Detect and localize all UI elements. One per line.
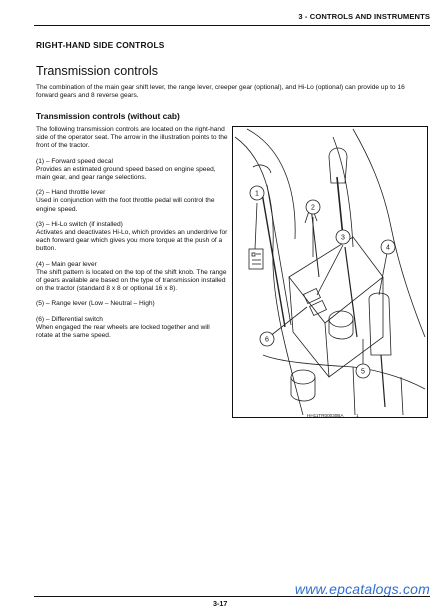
control-item-title: (2) – Hand throttle lever — [36, 189, 106, 197]
control-item-text: Activates and deactivates Hi-Lo, which provides an underdrive for each forward gear which gives you more torque at the push of a button. — [36, 229, 228, 253]
callout-label: 6 — [265, 336, 269, 344]
callout-label: 2 — [311, 204, 315, 212]
control-item-title: (3) – Hi-Lo switch (if installed) — [36, 220, 123, 228]
watermark-link[interactable]: www.epcatalogs.com — [294, 581, 430, 597]
control-item-text: Used in conjunction with the foot throttle pedal will control the engine speed. — [36, 197, 215, 213]
section-title: RIGHT-HAND SIDE CONTROLS — [36, 40, 165, 50]
control-item-text: The shift pattern is located on the top of the shift knob. The range of gears available are based on the type of transmission installed on the tractor (standard 8 x 8 or optional 16 x 8). — [36, 268, 227, 293]
figure-caption — [307, 413, 359, 418]
control-item-title: (5) – Range lever (Low – Neutral – High) — [36, 300, 155, 308]
callout-label: 5 — [361, 368, 365, 376]
header-divider — [34, 25, 430, 26]
transmission-controls-illustration — [232, 126, 428, 418]
footer-divider — [34, 596, 430, 597]
callout-label: 4 — [386, 244, 390, 252]
control-item — [36, 316, 228, 341]
subsection-title: Transmission controls — [36, 64, 159, 78]
chapter-header: 3 - CONTROLS AND INSTRUMENTS — [298, 12, 430, 21]
callout-label: 1 — [255, 190, 259, 198]
control-item — [36, 158, 228, 183]
figure-number: 1 — [355, 413, 359, 418]
figure-code: HH11TR00030BA — [307, 413, 344, 418]
callout-label: 3 — [341, 234, 345, 242]
without-cab-intro: The following transmission controls are located on the right-hand side of the operator seat. The arrow in the illustration points to the front of the tractor. — [36, 126, 228, 150]
control-item-text: When engaged the rear wheels are locked together and will rotate at the same speed. — [36, 323, 210, 340]
subsection-intro: The combination of the main gear shift lever, the range lever, creeper gear (optional), and Hi-Lo (optional) can provide up to 16 forward gears and 8 reverse gears. — [36, 84, 405, 100]
control-item — [36, 300, 228, 308]
page-number: 3-17 — [213, 599, 228, 608]
control-item — [36, 261, 228, 294]
control-item-text: Provides an estimated ground speed based on engine speed, main gear, and gear range selections. — [36, 165, 216, 182]
control-item-title: (1) – Forward speed decal — [36, 157, 113, 165]
control-item-title: (4) – Main gear lever — [36, 260, 97, 268]
control-item — [36, 221, 228, 254]
illustration-drawing — [233, 127, 427, 417]
controls-description — [36, 126, 228, 347]
control-item-title: (6) – Differential switch — [36, 315, 103, 323]
control-item — [36, 189, 228, 214]
without-cab-title: Transmission controls (without cab) — [36, 111, 180, 121]
